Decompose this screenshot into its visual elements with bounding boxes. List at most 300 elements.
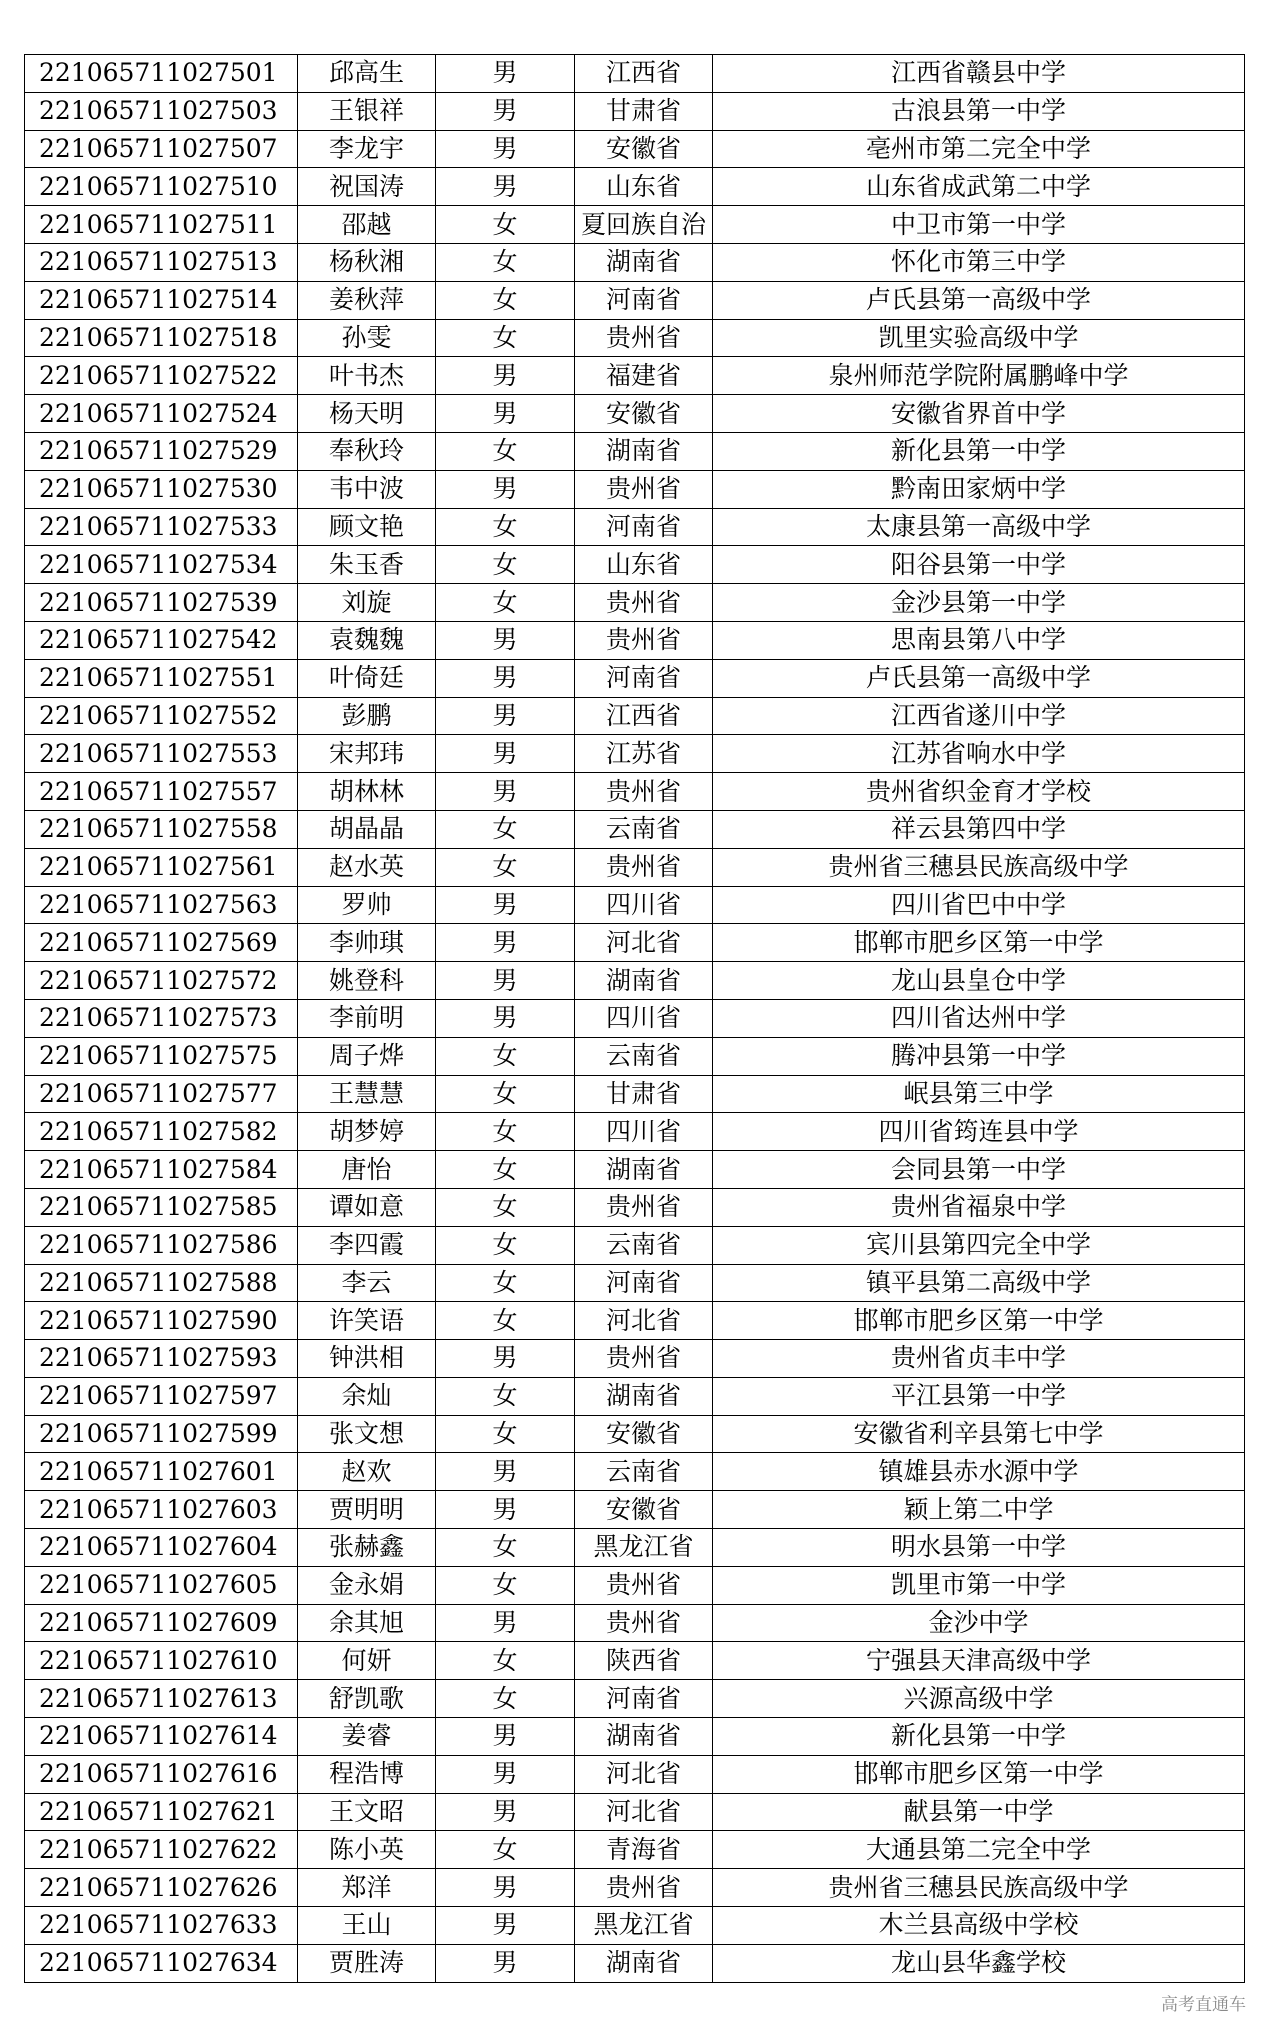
province-cell: 四川省 — [575, 999, 713, 1037]
gender-cell: 女 — [436, 508, 575, 546]
province-cell: 江西省 — [575, 55, 713, 93]
name-cell: 陈小英 — [298, 1831, 436, 1869]
province-cell: 云南省 — [575, 810, 713, 848]
gender-cell: 女 — [436, 810, 575, 848]
province-cell: 贵州省 — [575, 1188, 713, 1226]
gender-cell: 男 — [436, 924, 575, 962]
name-cell: 李云 — [298, 1264, 436, 1302]
school-cell: 卢氏县第一高级中学 — [713, 281, 1245, 319]
exam-number-cell: 221065711027621 — [25, 1793, 298, 1831]
name-cell: 彭鹏 — [298, 697, 436, 735]
gender-cell: 女 — [436, 1151, 575, 1189]
school-cell: 怀化市第三中学 — [713, 243, 1245, 281]
gender-cell: 男 — [436, 621, 575, 659]
province-cell: 贵州省 — [575, 1566, 713, 1604]
school-cell: 邯郸市肥乡区第一中学 — [713, 924, 1245, 962]
table-row — [25, 1377, 1245, 1415]
province-cell: 湖南省 — [575, 1377, 713, 1415]
province-cell: 安徽省 — [575, 1491, 713, 1529]
name-cell: 张文想 — [298, 1415, 436, 1453]
school-cell: 四川省巴中中学 — [713, 886, 1245, 924]
province-cell: 湖南省 — [575, 1151, 713, 1189]
province-cell: 河北省 — [575, 1755, 713, 1793]
gender-cell: 男 — [436, 168, 575, 206]
exam-number-cell: 221065711027634 — [25, 1944, 298, 1982]
name-cell: 赵欢 — [298, 1453, 436, 1491]
name-cell: 胡晶晶 — [298, 810, 436, 848]
table-row — [25, 773, 1245, 811]
province-cell: 甘肃省 — [575, 1075, 713, 1113]
school-cell: 太康县第一高级中学 — [713, 508, 1245, 546]
name-cell: 许笑语 — [298, 1302, 436, 1340]
table-row — [25, 886, 1245, 924]
name-cell: 胡梦婷 — [298, 1113, 436, 1151]
exam-number-cell: 221065711027586 — [25, 1226, 298, 1264]
table-row — [25, 1491, 1245, 1529]
gender-cell: 男 — [436, 470, 575, 508]
name-cell: 韦中波 — [298, 470, 436, 508]
school-cell: 凯里实验高级中学 — [713, 319, 1245, 357]
table-row — [25, 735, 1245, 773]
gender-cell: 男 — [436, 1944, 575, 1982]
exam-number-cell: 221065711027539 — [25, 584, 298, 622]
province-cell: 黑龙江省 — [575, 1907, 713, 1945]
school-cell: 思南县第八中学 — [713, 621, 1245, 659]
gender-cell: 女 — [436, 1529, 575, 1567]
school-cell: 金沙中学 — [713, 1604, 1245, 1642]
table-row — [25, 621, 1245, 659]
table-row — [25, 508, 1245, 546]
school-cell: 江西省遂川中学 — [713, 697, 1245, 735]
name-cell: 李龙宇 — [298, 130, 436, 168]
province-cell: 江苏省 — [575, 735, 713, 773]
province-cell: 安徽省 — [575, 395, 713, 433]
name-cell: 孙雯 — [298, 319, 436, 357]
province-cell: 云南省 — [575, 1226, 713, 1264]
gender-cell: 女 — [436, 1037, 575, 1075]
table-row — [25, 1075, 1245, 1113]
exam-number-cell: 221065711027588 — [25, 1264, 298, 1302]
school-cell: 兴源高级中学 — [713, 1680, 1245, 1718]
gender-cell: 女 — [436, 584, 575, 622]
gender-cell: 男 — [436, 773, 575, 811]
school-cell: 江苏省响水中学 — [713, 735, 1245, 773]
province-cell: 贵州省 — [575, 773, 713, 811]
exam-number-cell: 221065711027522 — [25, 357, 298, 395]
exam-number-cell: 221065711027503 — [25, 92, 298, 130]
school-cell: 卢氏县第一高级中学 — [713, 659, 1245, 697]
exam-number-cell: 221065711027573 — [25, 999, 298, 1037]
table-row — [25, 1755, 1245, 1793]
name-cell: 叶书杰 — [298, 357, 436, 395]
gender-cell: 女 — [436, 1642, 575, 1680]
table-row — [25, 55, 1245, 93]
gender-cell: 男 — [436, 1793, 575, 1831]
school-cell: 龙山县皇仓中学 — [713, 962, 1245, 1000]
province-cell: 湖南省 — [575, 243, 713, 281]
table-row — [25, 1944, 1245, 1982]
gender-cell: 女 — [436, 319, 575, 357]
school-cell: 四川省达州中学 — [713, 999, 1245, 1037]
name-cell: 袁魏魏 — [298, 621, 436, 659]
exam-number-cell: 221065711027507 — [25, 130, 298, 168]
school-cell: 四川省筠连县中学 — [713, 1113, 1245, 1151]
table-row — [25, 432, 1245, 470]
gender-cell: 男 — [436, 395, 575, 433]
table-row — [25, 1529, 1245, 1567]
name-cell: 余其旭 — [298, 1604, 436, 1642]
gender-cell: 女 — [436, 1377, 575, 1415]
province-cell: 湖南省 — [575, 1718, 713, 1756]
gender-cell: 男 — [436, 735, 575, 773]
province-cell: 甘肃省 — [575, 92, 713, 130]
table-row — [25, 281, 1245, 319]
table-row — [25, 1680, 1245, 1718]
exam-number-cell: 221065711027616 — [25, 1755, 298, 1793]
school-cell: 平江县第一中学 — [713, 1377, 1245, 1415]
student-table — [24, 54, 1245, 1983]
table-row — [25, 924, 1245, 962]
school-cell: 江西省赣县中学 — [713, 55, 1245, 93]
province-cell: 黑龙江省 — [575, 1529, 713, 1567]
table-row — [25, 810, 1245, 848]
school-cell: 大通县第二完全中学 — [713, 1831, 1245, 1869]
table-row — [25, 962, 1245, 1000]
gender-cell: 女 — [436, 848, 575, 886]
exam-number-cell: 221065711027622 — [25, 1831, 298, 1869]
name-cell: 罗帅 — [298, 886, 436, 924]
table-row — [25, 697, 1245, 735]
province-cell: 福建省 — [575, 357, 713, 395]
exam-number-cell: 221065711027557 — [25, 773, 298, 811]
gender-cell: 男 — [436, 886, 575, 924]
school-cell: 贵州省贞丰中学 — [713, 1340, 1245, 1378]
province-cell: 青海省 — [575, 1831, 713, 1869]
table-row — [25, 1302, 1245, 1340]
table-row — [25, 1151, 1245, 1189]
name-cell: 邵越 — [298, 206, 436, 244]
name-cell: 余灿 — [298, 1377, 436, 1415]
school-cell: 凯里市第一中学 — [713, 1566, 1245, 1604]
exam-number-cell: 221065711027553 — [25, 735, 298, 773]
province-cell: 贵州省 — [575, 319, 713, 357]
exam-number-cell: 221065711027610 — [25, 1642, 298, 1680]
name-cell: 奉秋玲 — [298, 432, 436, 470]
table-row — [25, 1415, 1245, 1453]
school-cell: 新化县第一中学 — [713, 1718, 1245, 1756]
school-cell: 安徽省界首中学 — [713, 395, 1245, 433]
exam-number-cell: 221065711027510 — [25, 168, 298, 206]
province-cell: 贵州省 — [575, 1340, 713, 1378]
exam-number-cell: 221065711027530 — [25, 470, 298, 508]
exam-number-cell: 221065711027569 — [25, 924, 298, 962]
name-cell: 刘旋 — [298, 584, 436, 622]
exam-number-cell: 221065711027542 — [25, 621, 298, 659]
table-row — [25, 206, 1245, 244]
exam-number-cell: 221065711027524 — [25, 395, 298, 433]
table-row — [25, 1642, 1245, 1680]
exam-number-cell: 221065711027552 — [25, 697, 298, 735]
gender-cell: 男 — [436, 1491, 575, 1529]
table-row — [25, 1340, 1245, 1378]
table-row — [25, 1264, 1245, 1302]
school-cell: 金沙县第一中学 — [713, 584, 1245, 622]
exam-number-cell: 221065711027604 — [25, 1529, 298, 1567]
exam-number-cell: 221065711027558 — [25, 810, 298, 848]
exam-number-cell: 221065711027614 — [25, 1718, 298, 1756]
exam-number-cell: 221065711027534 — [25, 546, 298, 584]
province-cell: 贵州省 — [575, 584, 713, 622]
exam-number-cell: 221065711027633 — [25, 1907, 298, 1945]
school-cell: 宾川县第四完全中学 — [713, 1226, 1245, 1264]
exam-number-cell: 221065711027593 — [25, 1340, 298, 1378]
school-cell: 山东省成武第二中学 — [713, 168, 1245, 206]
table-row — [25, 470, 1245, 508]
exam-number-cell: 221065711027599 — [25, 1415, 298, 1453]
province-cell: 河北省 — [575, 1302, 713, 1340]
name-cell: 谭如意 — [298, 1188, 436, 1226]
province-cell: 河北省 — [575, 924, 713, 962]
gender-cell: 男 — [436, 1869, 575, 1907]
table-row — [25, 168, 1245, 206]
name-cell: 李四霞 — [298, 1226, 436, 1264]
name-cell: 周子烨 — [298, 1037, 436, 1075]
name-cell: 王文昭 — [298, 1793, 436, 1831]
school-cell: 献县第一中学 — [713, 1793, 1245, 1831]
gender-cell: 男 — [436, 92, 575, 130]
name-cell: 赵水英 — [298, 848, 436, 886]
province-cell: 江西省 — [575, 697, 713, 735]
school-cell: 中卫市第一中学 — [713, 206, 1245, 244]
table-row — [25, 1037, 1245, 1075]
province-cell: 四川省 — [575, 1113, 713, 1151]
name-cell: 姜睿 — [298, 1718, 436, 1756]
province-cell: 河南省 — [575, 659, 713, 697]
gender-cell: 女 — [436, 432, 575, 470]
school-cell: 镇雄县赤水源中学 — [713, 1453, 1245, 1491]
table-row — [25, 1907, 1245, 1945]
school-cell: 颖上第二中学 — [713, 1491, 1245, 1529]
table-row — [25, 659, 1245, 697]
province-cell: 河南省 — [575, 1264, 713, 1302]
table-row — [25, 1226, 1245, 1264]
province-cell: 贵州省 — [575, 848, 713, 886]
school-cell: 安徽省利辛县第七中学 — [713, 1415, 1245, 1453]
exam-number-cell: 221065711027605 — [25, 1566, 298, 1604]
province-cell: 山东省 — [575, 168, 713, 206]
gender-cell: 男 — [436, 659, 575, 697]
province-cell: 湖南省 — [575, 1944, 713, 1982]
gender-cell: 男 — [436, 962, 575, 1000]
name-cell: 杨秋湘 — [298, 243, 436, 281]
province-cell: 山东省 — [575, 546, 713, 584]
gender-cell: 女 — [436, 546, 575, 584]
gender-cell: 男 — [436, 1907, 575, 1945]
gender-cell: 男 — [436, 999, 575, 1037]
gender-cell: 男 — [436, 1453, 575, 1491]
gender-cell: 男 — [436, 1755, 575, 1793]
name-cell: 顾文艳 — [298, 508, 436, 546]
exam-number-cell: 221065711027601 — [25, 1453, 298, 1491]
gender-cell: 男 — [436, 357, 575, 395]
exam-number-cell: 221065711027533 — [25, 508, 298, 546]
exam-number-cell: 221065711027603 — [25, 1491, 298, 1529]
gender-cell: 女 — [436, 1302, 575, 1340]
name-cell: 金永娟 — [298, 1566, 436, 1604]
school-cell: 新化县第一中学 — [713, 432, 1245, 470]
province-cell: 贵州省 — [575, 470, 713, 508]
school-cell: 明水县第一中学 — [713, 1529, 1245, 1567]
exam-number-cell: 221065711027551 — [25, 659, 298, 697]
exam-number-cell: 221065711027518 — [25, 319, 298, 357]
school-cell: 贵州省织金育才学校 — [713, 773, 1245, 811]
name-cell: 李前明 — [298, 999, 436, 1037]
name-cell: 舒凯歌 — [298, 1680, 436, 1718]
exam-number-cell: 221065711027513 — [25, 243, 298, 281]
name-cell: 王银祥 — [298, 92, 436, 130]
school-cell: 亳州市第二完全中学 — [713, 130, 1245, 168]
exam-number-cell: 221065711027590 — [25, 1302, 298, 1340]
name-cell: 杨天明 — [298, 395, 436, 433]
gender-cell: 女 — [436, 206, 575, 244]
table-row — [25, 395, 1245, 433]
gender-cell: 女 — [436, 1264, 575, 1302]
exam-number-cell: 221065711027529 — [25, 432, 298, 470]
table-row — [25, 243, 1245, 281]
name-cell: 祝国涛 — [298, 168, 436, 206]
exam-number-cell: 221065711027511 — [25, 206, 298, 244]
province-cell: 安徽省 — [575, 130, 713, 168]
school-cell: 古浪县第一中学 — [713, 92, 1245, 130]
school-cell: 邯郸市肥乡区第一中学 — [713, 1755, 1245, 1793]
province-cell: 贵州省 — [575, 621, 713, 659]
school-cell: 泉州师范学院附属鹏峰中学 — [713, 357, 1245, 395]
table-row — [25, 1869, 1245, 1907]
table-row — [25, 1453, 1245, 1491]
gender-cell: 男 — [436, 1604, 575, 1642]
school-cell: 龙山县华鑫学校 — [713, 1944, 1245, 1982]
school-cell: 岷县第三中学 — [713, 1075, 1245, 1113]
table-row — [25, 357, 1245, 395]
province-cell: 夏回族自治 — [575, 206, 713, 244]
student-list-sheet — [24, 54, 1245, 1983]
name-cell: 姚登科 — [298, 962, 436, 1000]
table-row — [25, 1604, 1245, 1642]
exam-number-cell: 221065711027563 — [25, 886, 298, 924]
province-cell: 河南省 — [575, 508, 713, 546]
name-cell: 贾胜涛 — [298, 1944, 436, 1982]
exam-number-cell: 221065711027501 — [25, 55, 298, 93]
exam-number-cell: 221065711027577 — [25, 1075, 298, 1113]
gender-cell: 女 — [436, 281, 575, 319]
student-table-body — [25, 55, 1245, 1983]
table-row — [25, 1188, 1245, 1226]
name-cell: 胡林林 — [298, 773, 436, 811]
school-cell: 宁强县天津高级中学 — [713, 1642, 1245, 1680]
name-cell: 钟洪相 — [298, 1340, 436, 1378]
table-row — [25, 1831, 1245, 1869]
table-row — [25, 999, 1245, 1037]
gender-cell: 男 — [436, 1340, 575, 1378]
table-row — [25, 1718, 1245, 1756]
table-row — [25, 1793, 1245, 1831]
gender-cell: 女 — [436, 1188, 575, 1226]
province-cell: 陕西省 — [575, 1642, 713, 1680]
gender-cell: 男 — [436, 1718, 575, 1756]
gender-cell: 女 — [436, 243, 575, 281]
province-cell: 安徽省 — [575, 1415, 713, 1453]
exam-number-cell: 221065711027584 — [25, 1151, 298, 1189]
name-cell: 郑洋 — [298, 1869, 436, 1907]
watermark: 高考直通车 — [1161, 1995, 1246, 2015]
name-cell: 朱玉香 — [298, 546, 436, 584]
province-cell: 河南省 — [575, 1680, 713, 1718]
province-cell: 贵州省 — [575, 1869, 713, 1907]
name-cell: 张赫鑫 — [298, 1529, 436, 1567]
exam-number-cell: 221065711027585 — [25, 1188, 298, 1226]
province-cell: 湖南省 — [575, 432, 713, 470]
school-cell: 腾冲县第一中学 — [713, 1037, 1245, 1075]
province-cell: 云南省 — [575, 1037, 713, 1075]
gender-cell: 女 — [436, 1831, 575, 1869]
province-cell: 贵州省 — [575, 1604, 713, 1642]
school-cell: 贵州省三穗县民族高级中学 — [713, 1869, 1245, 1907]
exam-number-cell: 221065711027609 — [25, 1604, 298, 1642]
school-cell: 贵州省三穗县民族高级中学 — [713, 848, 1245, 886]
name-cell: 宋邦玮 — [298, 735, 436, 773]
name-cell: 姜秋萍 — [298, 281, 436, 319]
gender-cell: 女 — [436, 1680, 575, 1718]
exam-number-cell: 221065711027572 — [25, 962, 298, 1000]
province-cell: 云南省 — [575, 1453, 713, 1491]
school-cell: 阳谷县第一中学 — [713, 546, 1245, 584]
province-cell: 河南省 — [575, 281, 713, 319]
school-cell: 会同县第一中学 — [713, 1151, 1245, 1189]
gender-cell: 女 — [436, 1415, 575, 1453]
province-cell: 四川省 — [575, 886, 713, 924]
exam-number-cell: 221065711027582 — [25, 1113, 298, 1151]
gender-cell: 男 — [436, 55, 575, 93]
table-row — [25, 130, 1245, 168]
table-row — [25, 1566, 1245, 1604]
province-cell: 湖南省 — [575, 962, 713, 1000]
province-cell: 河北省 — [575, 1793, 713, 1831]
gender-cell: 男 — [436, 130, 575, 168]
exam-number-cell: 221065711027626 — [25, 1869, 298, 1907]
table-row — [25, 848, 1245, 886]
exam-number-cell: 221065711027597 — [25, 1377, 298, 1415]
school-cell: 镇平县第二高级中学 — [713, 1264, 1245, 1302]
school-cell: 黔南田家炳中学 — [713, 470, 1245, 508]
gender-cell: 女 — [436, 1226, 575, 1264]
name-cell: 邱高生 — [298, 55, 436, 93]
gender-cell: 女 — [436, 1113, 575, 1151]
school-cell: 木兰县高级中学校 — [713, 1907, 1245, 1945]
exam-number-cell: 221065711027514 — [25, 281, 298, 319]
exam-number-cell: 221065711027575 — [25, 1037, 298, 1075]
school-cell: 邯郸市肥乡区第一中学 — [713, 1302, 1245, 1340]
name-cell: 叶倚廷 — [298, 659, 436, 697]
name-cell: 何妍 — [298, 1642, 436, 1680]
table-row — [25, 319, 1245, 357]
table-row — [25, 584, 1245, 622]
name-cell: 王山 — [298, 1907, 436, 1945]
name-cell: 程浩博 — [298, 1755, 436, 1793]
name-cell: 王慧慧 — [298, 1075, 436, 1113]
name-cell: 贾明明 — [298, 1491, 436, 1529]
gender-cell: 女 — [436, 1075, 575, 1113]
gender-cell: 女 — [436, 1566, 575, 1604]
